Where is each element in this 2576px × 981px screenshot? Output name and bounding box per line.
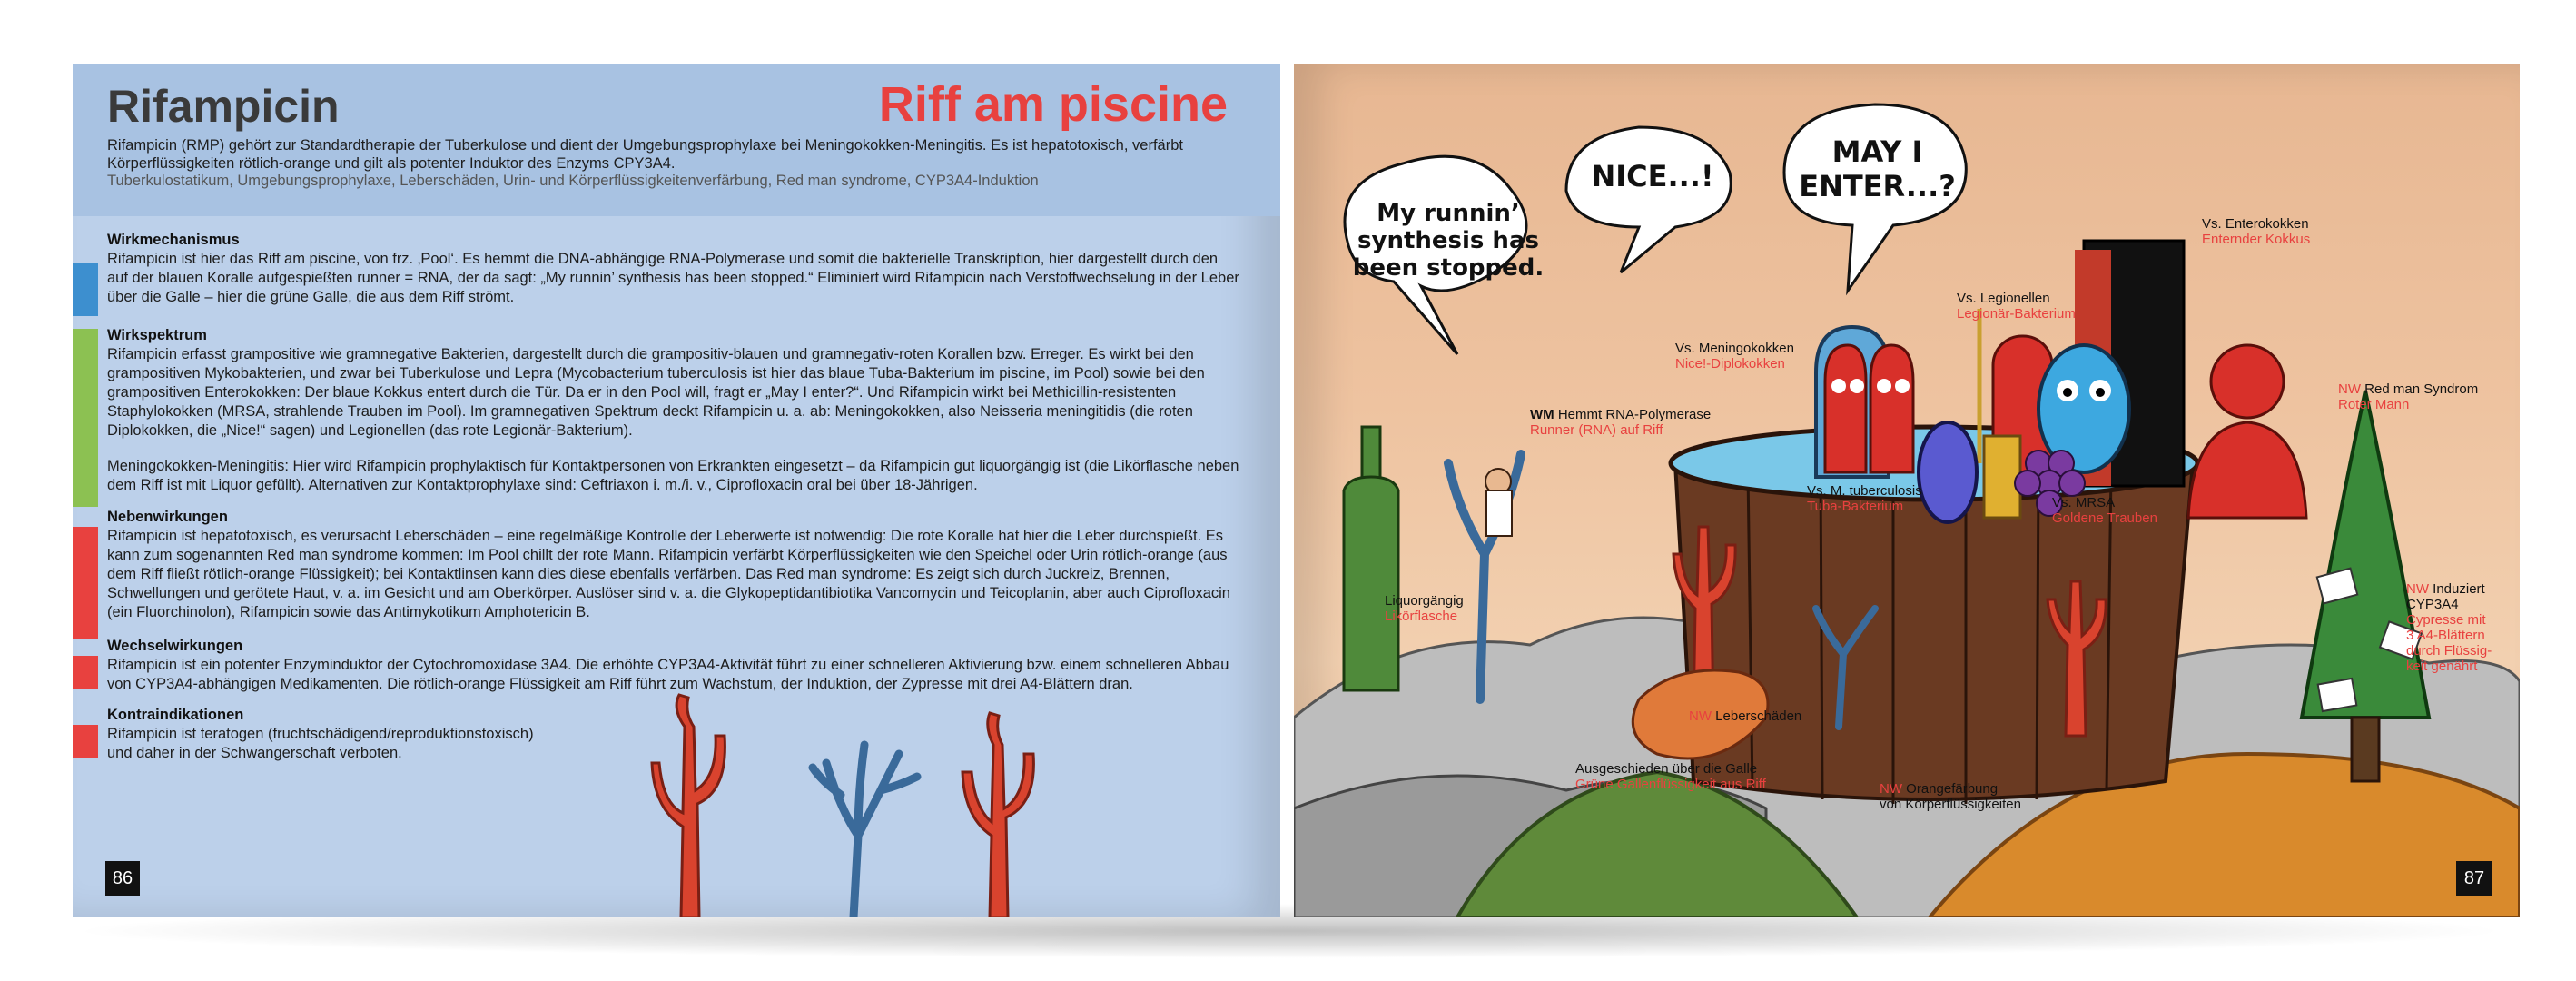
label-line: Vs. Legionellen xyxy=(1957,291,2050,306)
label-meningokokken xyxy=(1675,341,1794,372)
red-coral-left xyxy=(652,695,725,917)
label-galle xyxy=(1575,761,1766,792)
label-line: Orangefärbung xyxy=(1906,781,1999,797)
blue-coral xyxy=(813,745,917,917)
bubble-enter-line: ENTER...? xyxy=(1799,169,1956,203)
keywords-text: Tuberkulostatikum, Umgebungsprophylaxe, Leberschäden, Urin- und Körperflüssigkeitenverfärbung, Red man syndrome, CYP3A4-Induktion xyxy=(107,173,1039,189)
label-wm xyxy=(1530,407,1711,438)
page-number: 87 xyxy=(2456,861,2492,896)
section-text: Rifampicin erfasst grampositive wie gramnegative Bakterien, dargestellt durch die grampositiv-blauen und gramnegativ-roten Korallen bzw. Erreger. Es wirkt bei den grampositiven Mykobakterien, und zwar bei Tuberkulose und Lepra (Mycobacterium tuberculosis ist hier das blaue Tuba-Bakterium im piscine, im Pool) sowie bei den grampositiven Enterokokken: Der blaue Kokkus entert durch die Tür. Da er in den Pool will, fragt er „May I enter?“. Und Rifampicin wirkt bei Methicillin-resistenten Staphylokokken (MRSA, strahlende Trauben im Pool). Im gramnegativen Spektrum deckt Rifampicin u. a. ab: Meningokokken, also Neisseria meningitidis (die roten Diplokokken, die „Nice!“ sagen) und Legionellen (das rote Legionär-Bakterium). xyxy=(107,346,1205,439)
label-line-red: durch Flüssig- xyxy=(2406,643,2492,659)
section-color-bar xyxy=(73,329,98,507)
label-mrsa xyxy=(2052,495,2157,526)
label-line-red: Roter Mann xyxy=(2338,397,2410,412)
section-text-2: und daher in der Schwangerschaft verboten. xyxy=(107,745,402,761)
section-color-bar xyxy=(73,263,98,316)
bubble-runnin xyxy=(1348,200,1548,282)
label-line-red: Enternder Kokkus xyxy=(2202,232,2311,247)
bubble-runnin-line: synthesis has xyxy=(1357,227,1539,254)
bubble-enter xyxy=(1789,134,1966,203)
right-page xyxy=(1294,64,2520,917)
label-orange xyxy=(1880,781,2021,812)
label-line-red: 3 A4-Blättern xyxy=(2406,628,2485,643)
section-text: Rifampicin ist hepatotoxisch, es verursacht Leberschäden – eine regelmäßige Kontrolle der Leberwerte ist notwendig: Die rote Koralle hat hier die Leber durchspießt. Es kann zum sogenannten Red man syndrome kommen: Im Pool chillt der rote Mann. Rifampicin verfärbt Körperflüssigkeiten wie den Speichel oder Urin rötlich-orange (aus dem Riff fließt rötlich-orange Flüssigkeit); bei Kontaktlinsen kann dies diese ebenfalls verfärben. Das Red man syndrome: Es zeigt sich durch Juckreiz, Brennen, Schwellungen und gerötete Haut, v. a. im Gesicht und am Oberkörper. Auslöser sind v. a. die Glykopeptidantibiotika Vancomycin und Teicoplanin, aber auch Ciprofloxacin (ein Fluorchinolon), Rifampicin sowie das Antimykotikum Amphotericin B. xyxy=(107,528,1230,620)
label-line-red: Legionär-Bakterium xyxy=(1957,306,2076,322)
label-enterokokken xyxy=(2202,216,2310,247)
section-title: Wirkmechanismus xyxy=(107,232,240,248)
label-prefix: NW xyxy=(2338,382,2361,397)
label-line: Leberschäden xyxy=(1715,708,1802,724)
section-text: Rifampicin ist ein potenter Enzyminduktor der Cytochromoxidase 3A4. Die erhöhte CYP3A4-Aktivität führt zu einer schnelleren Aktivierung bzw. einem schnelleren Abbau von CYP3A4-abhängigen Medikamenten. Die rötlich-orange Flüssigkeit am Riff führt zum Wachstum, der Induktion, der Zypresse mit drei A4-Blättern dran. xyxy=(107,657,1229,692)
label-leber xyxy=(1689,708,1801,724)
bubble-runnin-line: My runnin’ xyxy=(1377,200,1520,227)
label-tuberculosis xyxy=(1807,483,1922,514)
label-line-red: Nice!-Diplokokken xyxy=(1675,356,1785,372)
red-man xyxy=(2188,345,2306,518)
label-line: Vs. Enterokokken xyxy=(2202,216,2309,232)
liquor-bottle xyxy=(1344,427,1398,690)
meningococci xyxy=(1816,327,1913,477)
label-line: Liquorgängig xyxy=(1385,593,1464,609)
tuberculosis-bacterium xyxy=(1919,422,2020,522)
label-prefix: NW xyxy=(2406,581,2429,597)
mnemonic-title: Riff am piscine xyxy=(878,77,1228,132)
label-line: Ausgeschieden über die Galle xyxy=(1575,761,1758,777)
label-legionellen xyxy=(1957,291,2076,322)
label-line: CYP3A4 xyxy=(2406,597,2459,612)
intro-text: Rifampicin (RMP) gehört zur Standardtherapie der Tuberkulose und dient der Umgebungsprophylaxe bei Meningokokken-Meningitis. Es ist hepatotoxisch, verfärbt Körperflüssigkeiten rötlich-orange und gilt als potenter Induktor des Enzyms CPY3A4. xyxy=(107,137,1183,172)
label-line-red: Cypresse mit xyxy=(2406,612,2486,628)
section-color-bar xyxy=(73,656,98,689)
label-line: Vs. MRSA xyxy=(2052,495,2116,510)
bubble-runnin-line: been stopped. xyxy=(1352,254,1545,282)
label-line: Vs. Meningokokken xyxy=(1675,341,1794,356)
label-line-red: Likörflasche xyxy=(1385,609,1458,624)
coral-illustration xyxy=(627,690,1135,917)
section-title: Nebenwirkungen xyxy=(107,509,228,525)
label-liquor xyxy=(1385,593,1464,624)
label-line-red: Tuba-Bakterium xyxy=(1807,499,1904,514)
label-prefix: NW xyxy=(1880,781,1902,797)
label-line: Induziert xyxy=(2433,581,2485,597)
label-line: Vs. M. tuberculosis xyxy=(1807,483,1922,499)
section-text: Rifampicin ist teratogen (fruchtschädigend/reproduktionstoxisch) xyxy=(107,726,534,742)
label-redman xyxy=(2338,382,2478,412)
label-line-red: Runner (RNA) auf Riff xyxy=(1530,422,1663,438)
section-title: Wechselwirkungen xyxy=(107,638,243,654)
bubble-enter-line: MAY I xyxy=(1831,134,1923,169)
label-prefix: WM xyxy=(1530,407,1554,422)
section-color-bar xyxy=(73,725,98,758)
label-line: von Körperflüssigkeiten xyxy=(1880,797,2021,812)
section-text-2: Meningokokken-Meningitis: Hier wird Rifampicin prophylaktisch für Kontaktpersonen von Erkrankten eingesetzt – da Rifampicin gut liquorgängig ist (die Likörflasche neben dem Riff ist mit Liquor gefüllt). Alternativen zur Kontaktprophylaxe sind: Ceftriaxon i. m./i. v., Ciprofloxacin oral bei über 18-Jährigen. xyxy=(107,458,1239,493)
label-line-red: keit genährt xyxy=(2406,659,2478,674)
section-title: Kontraindikationen xyxy=(107,707,244,723)
red-coral-right xyxy=(962,713,1033,917)
runner-figure xyxy=(1485,469,1512,536)
label-cyp xyxy=(2406,581,2492,674)
bubble-nice: NICE...! xyxy=(1591,159,1714,193)
label-line-red: Grüne Gallenflüssigkeit aus Riff xyxy=(1575,777,1766,792)
page-number: 86 xyxy=(105,861,140,896)
label-line-red: Goldene Trauben xyxy=(2052,510,2157,526)
label-line: Hemmt RNA-Polymerase xyxy=(1557,407,1712,422)
section-title: Wirkspektrum xyxy=(107,327,207,343)
label-prefix: NW xyxy=(1689,708,1712,724)
label-line: Red man Syndrom xyxy=(2364,382,2479,397)
section-color-bar xyxy=(73,527,98,639)
page-title: Rifampicin xyxy=(107,81,340,132)
left-page xyxy=(73,64,1280,917)
section-text: Rifampicin ist hier das Riff am piscine, von frz. ‚Pool‘. Es hemmt die DNA-abhängige RNA-Polymerase und somit die bakterielle Transkription, hier dargestellt durch den auf der blauen Koralle aufgespießten runner = RNA, der da sagt: „My runnin’ synthesis has been stopped.“ Eliminiert wird Rifampicin nach Verstoffwechselung in der Leber über die Galle – hier die grüne Galle, die aus dem Riff strömt. xyxy=(107,251,1239,305)
bubble-nice-shape xyxy=(1566,127,1731,272)
